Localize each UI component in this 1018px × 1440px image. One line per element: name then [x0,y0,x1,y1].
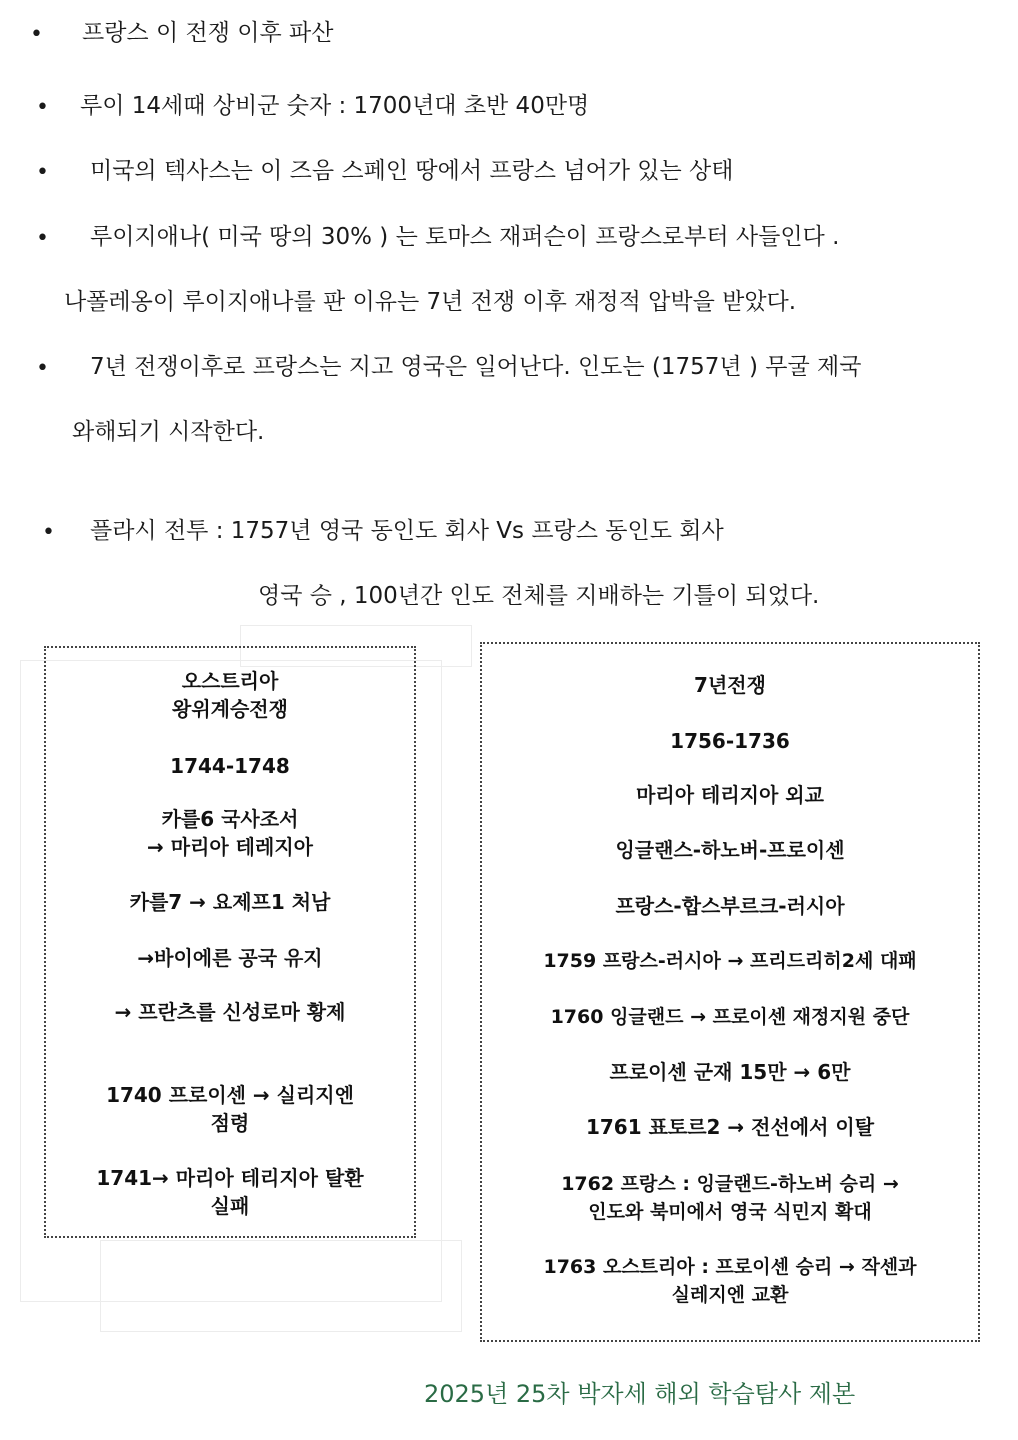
note-line: 나폴레옹이 루이지애나를 판 이유는 7년 전쟁 이후 재정적 압박을 받았다. [64,289,797,315]
bullet-dot: • [36,226,49,251]
binding-footer: 2025년 25차 박자세 해외 학습탐사 제본 [424,1380,856,1408]
box-line: 7년전쟁 [694,673,766,697]
box-line: 카를7 → 요제프1 처남 [129,890,331,914]
box-line: →바이에른 공국 유지 [137,946,323,970]
bullet-dot: • [36,356,49,381]
box-line: 잉글랜스-하노버-프로이센 [615,838,845,862]
box-line: 1741→ 마리아 테리지아 탈환 [96,1166,364,1190]
box-line: 1760 잉글랜드 → 프로이센 재정지원 중단 [550,1006,910,1028]
bullet-dot: • [30,22,43,47]
box-line: 1761 표토르2 → 전선에서 이탈 [585,1115,875,1139]
box-line: → 마리아 테레지아 [147,835,313,859]
box-line: 왕위계승전쟁 [172,697,288,721]
box-line: 프로이센 군재 15만 → 6만 [609,1060,851,1084]
note-line: 영국 승 , 100년간 인도 전체를 지배하는 기틀이 되었다. [258,583,820,609]
faint-background-lines [100,1240,462,1332]
box-line: 1762 프랑스 : 잉글랜드-하노버 승리 → [561,1173,899,1195]
box-line: 1744-1748 [170,754,290,778]
bullet-dot: • [36,160,49,185]
note-line: 루이지애나( 미국 땅의 30% ) 는 토마스 재퍼슨이 프랑스로부터 사들인다 . [90,224,840,250]
note-line: 7년 전쟁이후로 프랑스는 지고 영국은 일어난다. 인도는 (1757년 ) 무굴 제국 [90,354,862,380]
box-line: 실패 [210,1194,250,1218]
bullet-dot: • [42,520,55,545]
box-line: 프랑스-합스부르크-러시아 [615,894,845,918]
box-line: 1763 오스트리아 : 프로이센 승리 → 작센과 [543,1256,917,1278]
box-line: 실레지엔 교환 [671,1284,789,1306]
box-line: 점령 [210,1111,250,1135]
box-line: 카를6 국사조서 [161,807,299,831]
note-line: 와해되기 시작한다. [72,419,265,445]
bullet-dot: • [36,95,49,120]
box-line: 인도와 북미에서 영국 식민지 확대 [588,1201,872,1223]
note-line: 루이 14세때 상비군 숫자 : 1700년대 초반 40만명 [80,93,590,119]
box-line: 마리아 테리지아 외교 [636,783,824,807]
box-line: 오스트리아 [181,669,279,693]
box-line: 1740 프로이센 → 실리지엔 [106,1083,354,1107]
note-line: 플라시 전투 : 1757년 영국 동인도 회사 Vs 프랑스 동인도 회사 [90,518,724,544]
box-line: 1756-1736 [670,729,790,753]
note-line: 프랑스 이 전쟁 이후 파산 [82,20,334,46]
box-line: 1759 프랑스-러시아 → 프리드리히2세 대패 [543,950,917,972]
austrian-succession-box [44,646,416,1238]
seven-years-war-box [480,642,980,1342]
note-line: 미국의 텍사스는 이 즈음 스페인 땅에서 프랑스 넘어가 있는 상태 [90,158,734,184]
box-line: → 프란츠를 신성로마 황제 [114,1000,346,1024]
